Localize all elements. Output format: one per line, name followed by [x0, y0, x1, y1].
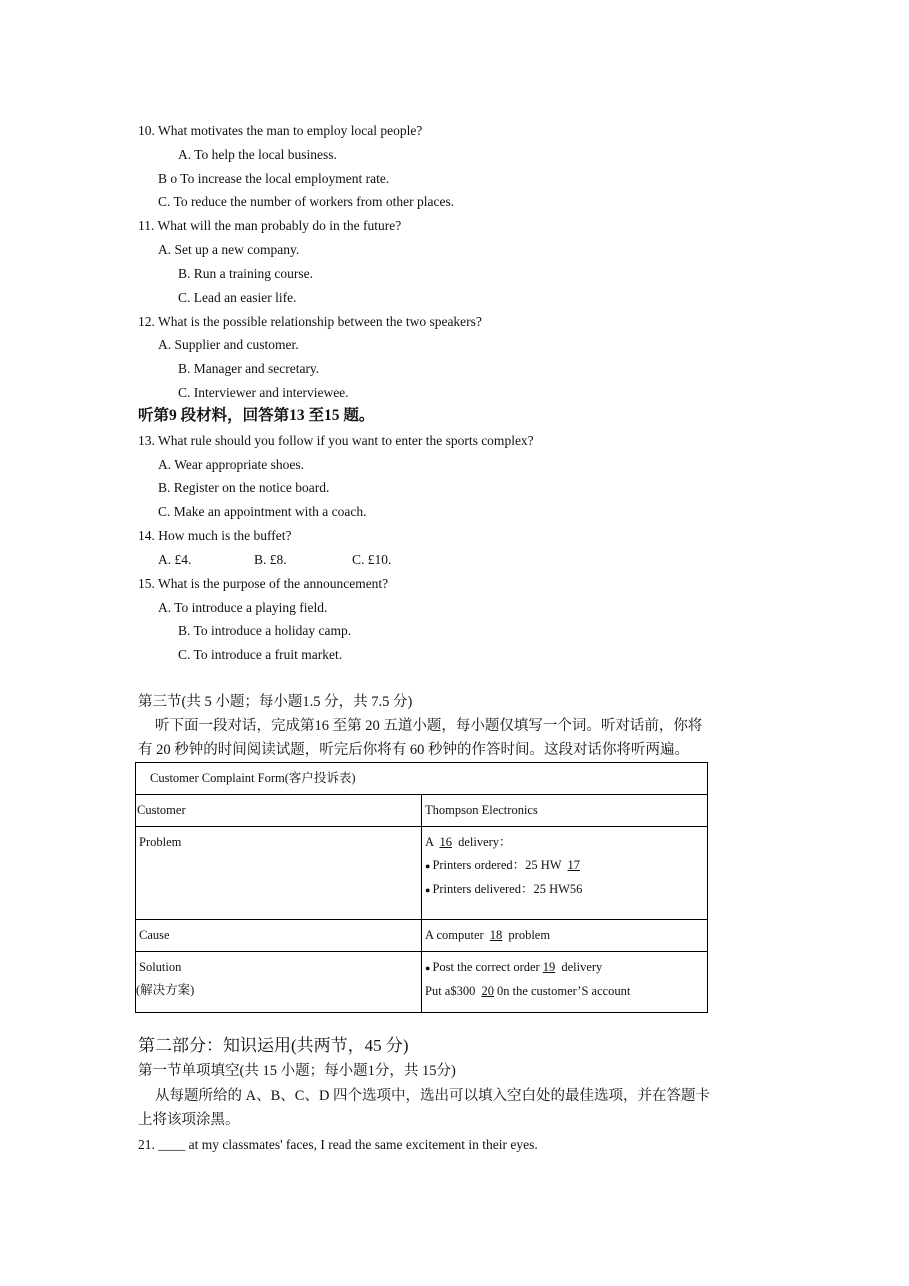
- question-12-option-a: A. Supplier and customer.: [158, 337, 299, 352]
- solution-1-suffix: delivery: [561, 960, 603, 974]
- question-13-option-c: C. Make an appointment with a coach.: [158, 504, 367, 519]
- part-3-instruction-line-1: 听下面一段对话，完成第16 至第 20 五道小题，每小题仅填写一个词。听对话前，你将: [155, 718, 703, 734]
- question-11-option-b: B. Run a training course.: [178, 266, 313, 281]
- question-12-stem: 12. What is the possible relationship between the two speakers?: [138, 314, 482, 329]
- solution-2-prefix: Put a$300: [425, 984, 476, 998]
- question-13-option-a: A. Wear appropriate shoes.: [158, 457, 304, 472]
- cause-prefix: A computer: [425, 928, 484, 942]
- form-solution-cell: [422, 952, 708, 1013]
- question-15-option-c: C. To introduce a fruit market.: [178, 647, 343, 662]
- form-cause-label: Cause: [136, 920, 422, 952]
- question-10-option-c: C. To reduce the number of workers from other places.: [158, 194, 455, 209]
- part-3-instruction-line-2: 有 20 秒钟的时间阅读试题，听完后你将有 60 秒钟的作答时间。这段对话你将听两遍。: [138, 742, 689, 758]
- part-2-subtitle: 第一节单项填空(共 15 小题；每小题1分，共 15分): [138, 1063, 456, 1079]
- form-solution-label-cn: (解决方案): [136, 983, 195, 997]
- problem-prefix: A: [425, 835, 434, 849]
- form-cause-cell: [422, 920, 708, 952]
- customer-complaint-form-table: [135, 762, 708, 1013]
- question-21-stem: 21. ____ at my classmates' faces, I read the same excitement in their eyes.: [138, 1137, 538, 1152]
- question-14-option-a: A. £4.: [158, 552, 192, 567]
- part-2-instruction-line-1: 从每题所给的 A、B、C、D 四个选项中，选出可以填入空白处的最佳选项，并在答题卡: [155, 1088, 711, 1104]
- part-2-instruction-line-2: 上将该项涂黑。: [138, 1112, 240, 1128]
- question-10-option-a: A. To help the local business.: [178, 147, 337, 162]
- question-13-option-b: B. Register on the notice board.: [158, 480, 330, 495]
- form-title: Customer Complaint Form(客户投诉表): [136, 763, 708, 795]
- part-2-title: 第二部分：知识运用(共两节，45 分): [138, 1036, 409, 1055]
- question-10-option-b: B o To increase the local employment rate.: [158, 171, 390, 186]
- question-11-stem: 11. What will the man probably do in the future?: [138, 218, 402, 233]
- blank-18: 18: [489, 928, 503, 942]
- question-13-stem: 13. What rule should you follow if you want to enter the sports complex?: [138, 433, 534, 448]
- form-customer-value: Thompson Electronics: [422, 795, 708, 827]
- printers-ordered-text: Printers ordered：25 HW: [432, 858, 562, 872]
- question-15-option-b: B. To introduce a holiday camp.: [178, 623, 352, 638]
- form-problem-cell: [422, 827, 708, 920]
- question-15-stem: 15. What is the purpose of the announcement?: [138, 576, 389, 591]
- printers-delivered-text: Printers delivered：25 HW56: [432, 882, 583, 896]
- part-3-title: 第三节(共 5 小题；每小题1.5 分，共 7.5 分): [138, 694, 413, 710]
- question-11-option-a: A. Set up a new company.: [158, 242, 300, 257]
- question-15-option-a: A. To introduce a playing field.: [158, 600, 328, 615]
- question-11-option-c: C. Lead an easier life.: [178, 290, 297, 305]
- cause-suffix: problem: [508, 928, 551, 942]
- question-10-stem: 10. What motivates the man to employ local people?: [138, 123, 423, 138]
- question-12-option-b: B. Manager and secretary.: [178, 361, 320, 376]
- solution-2-suffix: 0n the customer’S account: [496, 984, 631, 998]
- question-14-stem: 14. How much is the buffet?: [138, 528, 292, 543]
- problem-suffix: delivery：: [458, 835, 512, 849]
- form-problem-label: Problem: [136, 827, 422, 920]
- form-solution-label-cell: [136, 952, 422, 1013]
- question-12-option-c: C. Interviewer and interviewee.: [178, 385, 349, 400]
- blank-20: 20: [481, 984, 494, 998]
- blank-17: 17: [567, 858, 580, 872]
- question-14-option-c: C. £10.: [352, 552, 392, 567]
- form-customer-label: Customer: [136, 795, 422, 827]
- blank-16: 16: [439, 835, 452, 849]
- question-14-option-b: B. £8.: [254, 552, 287, 567]
- blank-19: 19: [542, 960, 556, 974]
- section-9-heading: 听第9 段材料，回答第13 至15 题。: [138, 407, 375, 424]
- form-solution-label: Solution: [139, 960, 182, 974]
- solution-1-prefix: Post the correct order: [432, 960, 540, 974]
